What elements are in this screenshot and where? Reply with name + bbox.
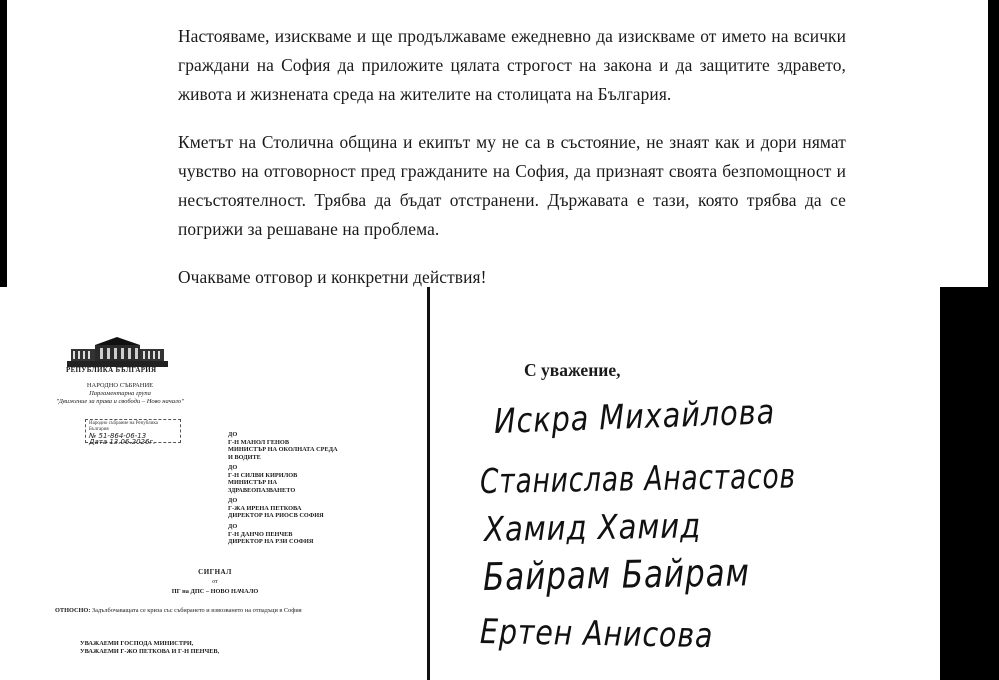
stamp-header: Народно събрание на Република България	[89, 421, 158, 432]
addressee-4	[228, 523, 313, 546]
addressee-name: Г-Н ДАНЧО ПЕНЧЕВ	[228, 530, 293, 538]
collage-divider	[427, 287, 430, 680]
subject-label: ОТНОСНО:	[55, 607, 91, 614]
addressee-3	[228, 497, 324, 520]
salutation	[80, 640, 219, 656]
subject-line	[55, 607, 400, 615]
signature-4: Байрам Байрам	[482, 550, 751, 599]
salutation-line-1: УВАЖАЕМИ ГОСПОДА МИНИСТРИ,	[80, 640, 194, 647]
group-name: "Движение за права и свободи – Ново начало"	[56, 398, 184, 405]
addressee-name: Г-Н МАНОЛ ГЕНОВ	[228, 438, 290, 446]
addressee-to: ДО	[228, 431, 238, 438]
closing-regards: С уважение,	[524, 360, 621, 380]
addressee-title: МИНИСТЪР НА ЗДРАВЕОПАЗВАНЕТО	[228, 479, 296, 494]
addressee-title: ДИРЕКТОР НА РЗИ СОФИЯ	[228, 538, 314, 545]
institution-block	[55, 382, 185, 406]
signature-1: Искра Михайлова	[493, 392, 776, 442]
addressee-name: Г-ЖА ИРЕНА ПЕТКОВА	[228, 504, 302, 512]
subject-text: Задълбочаващата се криза със събирането и извозването на отпадъци в София	[92, 607, 302, 614]
stamp-date: Дата 13.06.2026г.	[89, 438, 156, 446]
addressee-name: Г-Н СИЛВИ КИРИЛОВ	[228, 471, 298, 479]
institution-name: НАРОДНО СЪБРАНИЕ	[86, 382, 154, 389]
salutation-line-2: УВАЖАЕМИ Г-ЖО ПЕТКОВА И Г-Н ПЕНЧЕВ,	[80, 648, 220, 655]
addressee-to: ДО	[228, 523, 238, 530]
stamp-number: № 51-864-06-13	[89, 432, 147, 440]
from-word: от	[212, 579, 218, 585]
group-label: Парламентарна група	[89, 390, 151, 397]
emblem-caption: РЕПУБЛИКА БЪЛГАРИЯ	[66, 366, 157, 374]
document-type: СИГНАЛ	[198, 568, 232, 576]
sender-group: ПГ на ДПС – НОВО НАЧАЛО	[171, 588, 259, 595]
addressee-1	[228, 431, 338, 461]
scanned-document	[0, 287, 427, 680]
scan-border-right	[988, 0, 999, 287]
letter-paragraph-1: Настояваме, изискваме и ще продължаваме ежедневно да изискваме от името на всички граждани на София да приложите цялата строгост на закона и да защитите здравето, живота и жизнената среда на жителите на столицата на България.	[178, 26, 846, 104]
parliament-building-icon	[65, 335, 170, 369]
signature-5: Ертен Анисова	[479, 612, 714, 657]
scan-border-right-lower	[940, 287, 999, 680]
letter-paragraph-3: Очакваме отговор и конкретни действия!	[178, 267, 487, 287]
registration-stamp	[85, 419, 181, 446]
letter-body	[178, 22, 846, 292]
addressee-title: МИНИСТЪР НА ОКОЛНАТА СРЕДА И ВОДИТЕ	[228, 446, 338, 461]
signature-3: Хамид Хамид	[483, 506, 702, 550]
scan-border-left	[0, 0, 7, 287]
signature-2: Станислав Анастасов	[479, 456, 797, 502]
addressee-title: ДИРЕКТОР НА РИОСВ СОФИЯ	[228, 512, 324, 519]
addressee-2	[228, 464, 323, 494]
addressee-to: ДО	[228, 497, 238, 504]
letter-paragraph-2: Кметът на Столична община и екипът му не са в състояние, не знаят как и дори нямат чувство на отговорност пред гражданите на София, да признаят своята безпомощност и несъстоятелност. Трябва да бъдат отстранени. Държавата е тази, която трябва да се погрижи за решаване на проблема.	[178, 132, 846, 239]
addressee-to: ДО	[228, 464, 238, 471]
